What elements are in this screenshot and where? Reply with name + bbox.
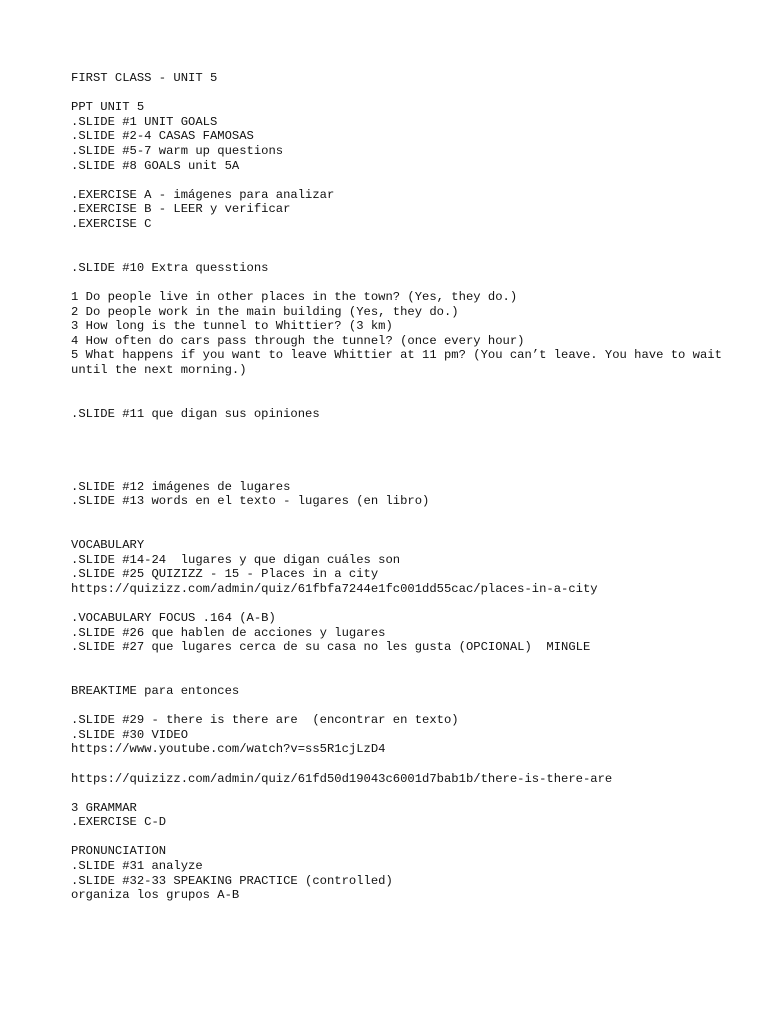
text-line: .SLIDE #13 words en el texto - lugares (en libro) — [71, 494, 430, 509]
text-line: .SLIDE #10 Extra quesstions — [71, 260, 269, 275]
blank-line — [71, 86, 731, 101]
text-line: .SLIDE #31 analyze — [71, 859, 203, 874]
blank-line — [71, 421, 731, 436]
blank-line — [71, 655, 731, 670]
blank-line — [71, 465, 731, 480]
question-line: 4 How often do cars pass through the tunnel? (once every hour) — [71, 333, 525, 348]
section-heading: BREAKTIME para entonces — [71, 683, 240, 698]
document-body — [71, 71, 731, 903]
blank-line — [71, 786, 731, 801]
question-line: 1 Do people live in other places in the town? (Yes, they do.) — [71, 289, 518, 304]
text-line: .SLIDE #1 UNIT GOALS — [71, 114, 218, 129]
blank-line — [71, 377, 731, 392]
blank-line — [71, 757, 731, 772]
text-line: .SLIDE #30 VIDEO — [71, 727, 189, 742]
text-line: .VOCABULARY FOCUS .164 (A-B) — [71, 610, 276, 625]
text-line: .SLIDE #27 que lugares cerca de su casa no les gusta (OPCIONAL) MINGLE — [71, 640, 591, 655]
section-heading: 3 GRAMMAR — [71, 800, 137, 815]
text-line: organiza los grupos A-B — [71, 888, 240, 903]
question-line: 3 How long is the tunnel to Whittier? (3 km) — [71, 319, 393, 334]
text-line: .SLIDE #8 GOALS unit 5A — [71, 158, 240, 173]
blank-line — [71, 275, 731, 290]
text-line: .EXERCISE C — [71, 216, 152, 231]
text-line: .SLIDE #26 que hablen de acciones y lugares — [71, 625, 386, 640]
text-line: .SLIDE #5-7 warm up questions — [71, 143, 284, 158]
blank-line — [71, 436, 731, 451]
text-line: .SLIDE #2-4 CASAS FAMOSAS — [71, 129, 254, 144]
text-line: .SLIDE #12 imágenes de lugares — [71, 479, 291, 494]
question-line: 2 Do people work in the main building (Yes, they do.) — [71, 304, 459, 319]
text-line: .EXERCISE B - LEER y verificar — [71, 202, 291, 217]
blank-line — [71, 173, 731, 188]
blank-line — [71, 509, 731, 524]
section-heading: PRONUNCIATION — [71, 844, 167, 859]
blank-line — [71, 699, 731, 714]
blank-line — [71, 232, 731, 247]
blank-line — [71, 669, 731, 684]
text-line: .EXERCISE A - imágenes para analizar — [71, 187, 335, 202]
blank-line — [71, 450, 731, 465]
blank-line — [71, 830, 731, 845]
document-title: FIRST CLASS - UNIT 5 — [71, 71, 218, 85]
text-line: .SLIDE #29 - there is there are (encontrar en texto) — [71, 713, 459, 728]
section-heading: PPT UNIT 5 — [71, 100, 145, 115]
url-line: https://quizizz.com/admin/quiz/61fbfa7244e1fc001dd55cac/places-in-a-city — [71, 581, 598, 596]
text-line: .SLIDE #25 QUIZIZZ - 15 - Places in a city — [71, 567, 379, 582]
blank-line — [71, 596, 731, 611]
question-line: 5 What happens if you want to leave Whittier at 11 pm? (You can’t leave. You have to wait until the next morning.) — [71, 348, 730, 377]
url-line: https://www.youtube.com/watch?v=ss5R1cjLzD4 — [71, 742, 386, 757]
blank-line — [71, 392, 731, 407]
blank-line — [71, 523, 731, 538]
text-line: .SLIDE #14-24 lugares y que digan cuáles son — [71, 552, 401, 567]
blank-line — [71, 246, 731, 261]
text-line: .SLIDE #11 que digan sus opiniones — [71, 406, 320, 421]
text-line: .SLIDE #32-33 SPEAKING PRACTICE (controlled) — [71, 873, 393, 888]
section-heading: VOCABULARY — [71, 538, 145, 552]
url-line: https://quizizz.com/admin/quiz/61fd50d19043c6001d7bab1b/there-is-there-are — [71, 771, 613, 786]
text-line: .EXERCISE C-D — [71, 815, 167, 830]
